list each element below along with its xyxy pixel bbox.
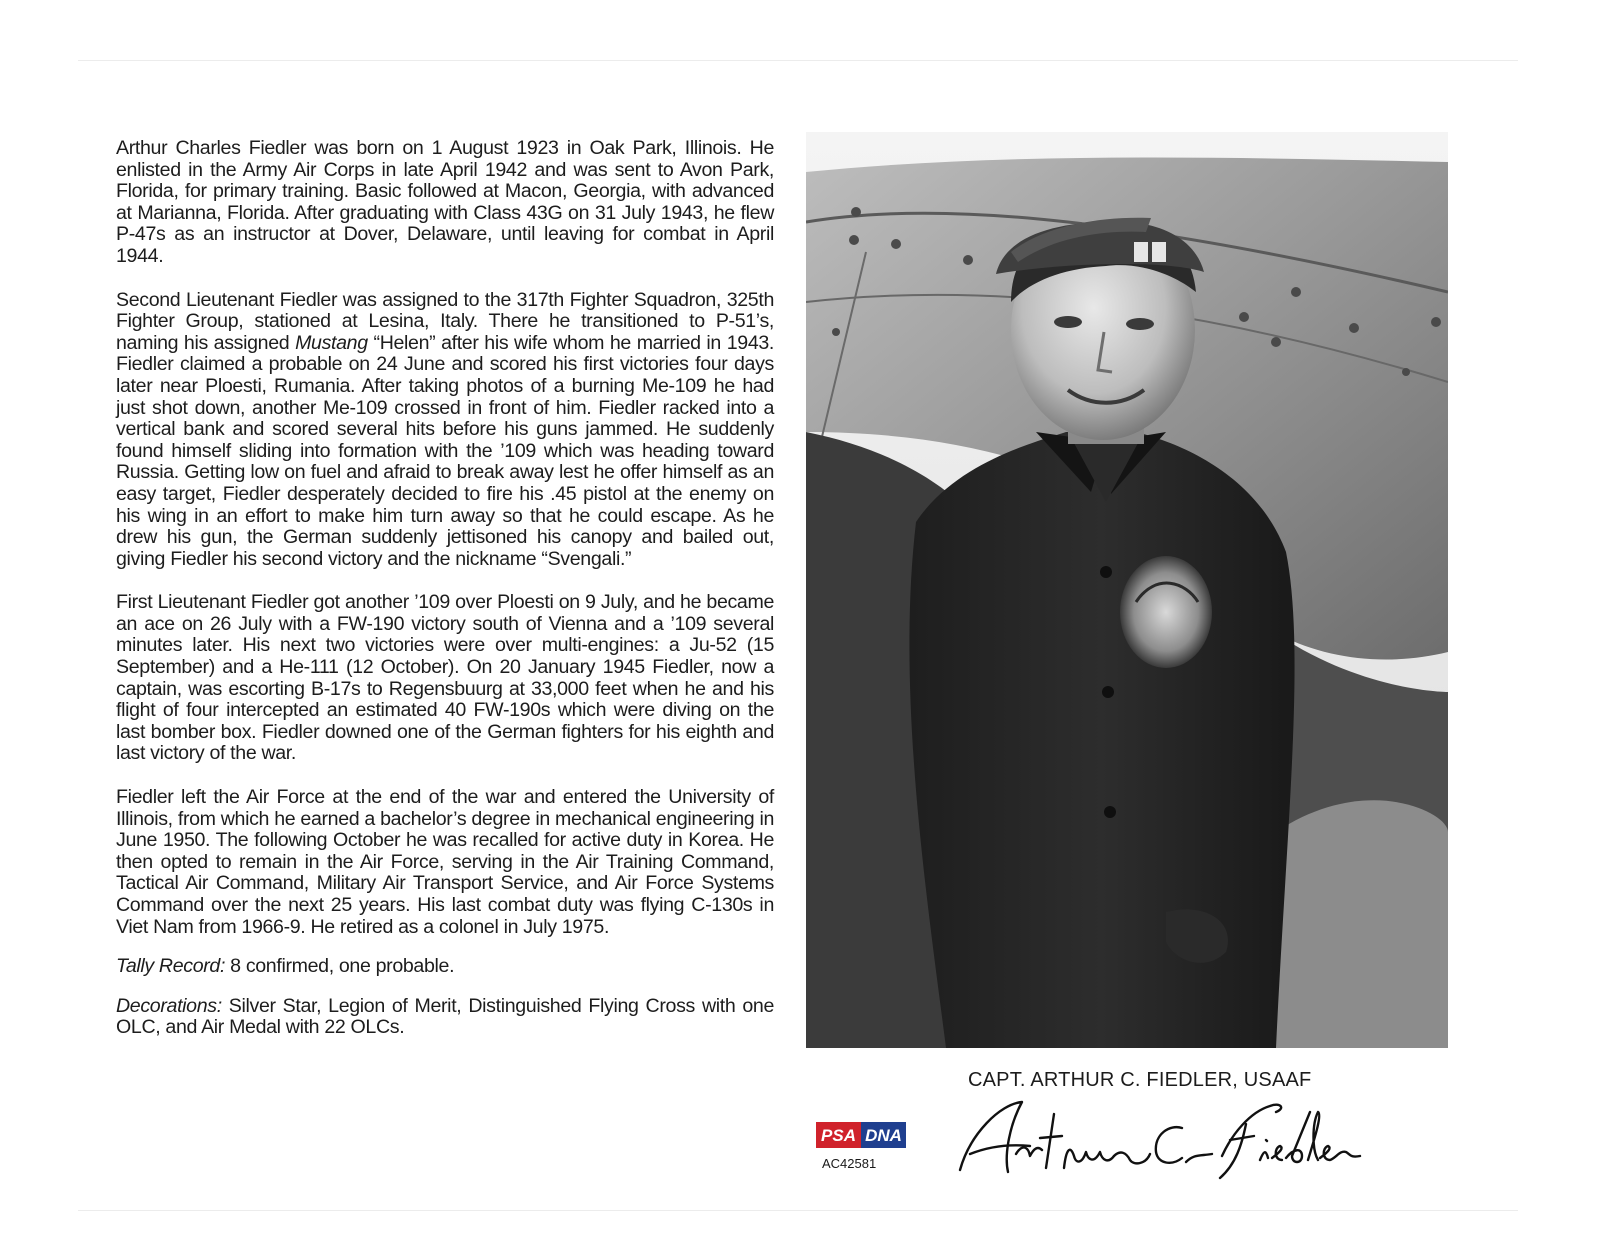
photo-caption: CAPT. ARTHUR C. FIEDLER, USAAF [968, 1069, 1312, 1091]
decorations: Decorations: Silver Star, Legion of Merit, Distinguished Flying Cross with one OLC, and Air Medal with 22 OLCs. [116, 994, 774, 1039]
autograph-signature [950, 1094, 1370, 1180]
bio-paragraph-early-life: Arthur Charles Fiedler was born on 1 August 1923 in Oak Park, Illinois. He enlisted in the Army Air Corps in late April 1942 and was sent to Avon Park, Florida, for primary training. Basic followed at Macon, Georgia, with advanced at Marianna, Florida. After graduating with Class 43G on 31 July 1943, he flew P-47s as an instructor at Dover, Delaware, until leaving for combat in April 1944. [116, 137, 774, 267]
psa-logo-text: PSA [821, 1126, 856, 1145]
bio-paragraph-postwar: Fiedler left the Air Force at the end of the war and entered the University of Illinois, from which he earned a bachelor’s degree in mechanical engineering in June 1950. The following October he was recalled for active duty in Korea. He then opted to remain in the Air Force, serving in the Air Training Command, Tactical Air Command, Military Air Transport Service, and Air Force Systems Command over the next 25 years. His last combat duty was flying C-130s in Viet Nam from 1966-9. He retired as a colonel in July 1975. [116, 786, 774, 938]
page-bottom-edge [78, 1210, 1518, 1211]
dna-logo-text: DNA [865, 1126, 902, 1145]
psa-dna-logo [816, 1122, 906, 1148]
bio-paragraph-combat: Second Lieutenant Fiedler was assigned to the 317th Fighter Squadron, 325th Fighter Group, stationed at Lesina, Italy. There he transitioned to P-51’s, naming his assigned Mustang “Helen” after his wife whom he married in 1943. Fiedler claimed a probable on 24 June and scored his first victories four days later near Ploesti, Rumania. After taking photos of a burning Me-109 he had just shot down, another Me-109 crossed in front of him. Fiedler racked into a vertical bank and scored several hits before his guns jammed. He suddenly found himself sliding into formation with the ’109 which was heading toward Russia. Getting low on fuel and afraid to break away lest he offer himself as an easy target, Fiedler desperately decided to fire his .45 pistol at the enemy on his wing in an effort to make him turn away so that he could escape. As he drew his gun, the German suddenly jettisoned his canopy and bailed out, giving Fiedler his second victory and the nickname “Svengali.” [116, 288, 775, 570]
certificate-number: AC42581 [822, 1156, 877, 1171]
biography-text [116, 138, 774, 1061]
page-top-edge [78, 60, 1518, 61]
bio-paragraph-ace: First Lieutenant Fiedler got another ’109 over Ploesti on 9 July, and he became an ace on 26 July with a FW-190 victory south of Vienna and a ’109 several minutes later. His next two victories were over multi-engines: a Ju-52 (15 September) and a He-111 (12 October). On 20 January 1945 Fiedler, now a captain, was escorting B-17s to Regensbuurg at 33,000 feet when he and his flight of four intercepted an estimated 40 FW-190s which were diving on the last bomber box. Fiedler downed one of the German fighters for his eighth and last victory of the war. [116, 591, 774, 765]
tally-record: Tally Record: 8 confirmed, one probable. [116, 955, 455, 978]
portrait-photo [806, 132, 1448, 1048]
